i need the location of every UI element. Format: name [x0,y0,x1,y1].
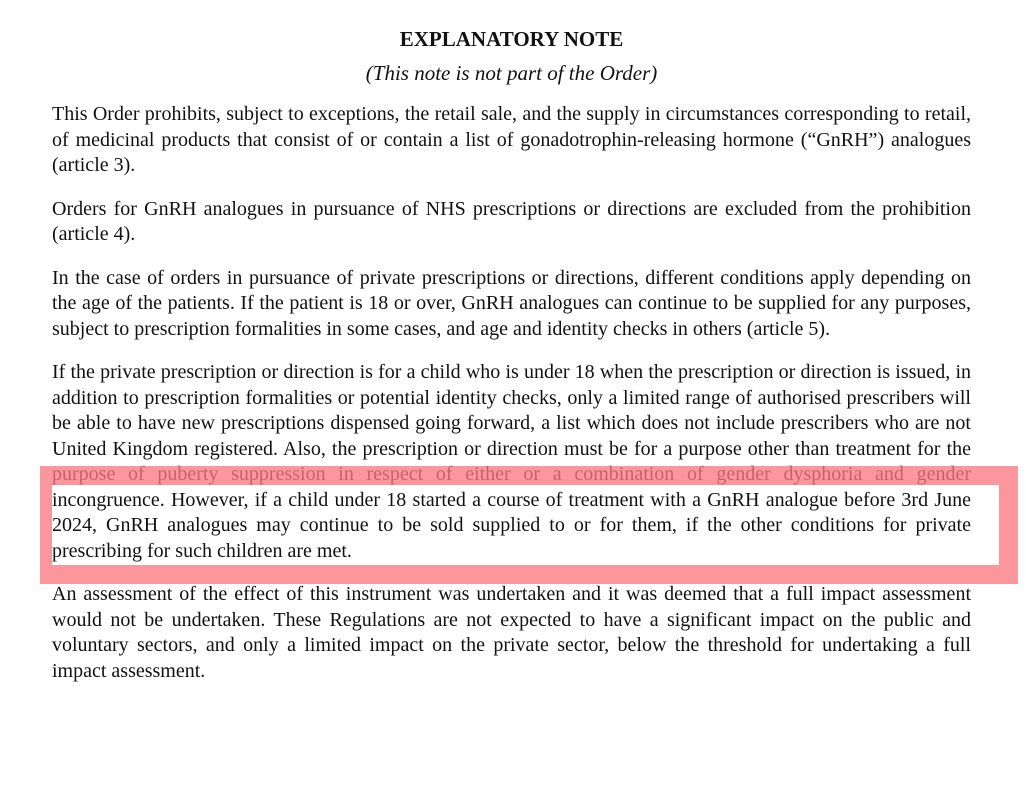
paragraph-nhs-exclusion: Orders for GnRH analogues in pursuance of NHS prescriptions or directions are excluded from the prohibition (article 4). [52,197,971,245]
paragraph-private-prescriptions: In the case of orders in pursuance of private prescriptions or directions, different conditions apply depending on the age of the patients. If the patient is 18 or over, GnRH analogues can continue to be supplied for any purposes, subject to prescription formalities in some cases, and age and identity checks in others (article 5). [52,266,971,340]
note-title: EXPLANATORY NOTE [399,27,624,51]
paragraph-prohibition: This Order prohibits, subject to exceptions, the retail sale, and the supply in circumstances corresponding to retail, of medicinal products that consist of or contain a list of gonadotrophin-releasing hormone (“GnRH”) analogues (article 3). [52,103,971,176]
paragraph-impact-assessment: An assessment of the effect of this instrument was undertaken and it was deemed that a full impact assessment would not be undertaken. These Regulations are not expected to have a significant impact on the public and voluntary sectors, and only a limited impact on the private sector, below the threshold for undertaking a full impact assessment. [52,583,971,682]
paragraph-under-18: If the private prescription or direction is for a child who is under 18 when the prescription or direction is issued, in addition to prescription formalities or potential identity checks, only a limited range of authorised prescribers will be able to have new prescriptions dispensed going forward, a list which does not include prescribers who are not United Kingdom registered. Also, the prescription or direction must be for a purpose other than treatment for the purpose of puberty suppression in respect of either or a combination of gender dysphoria and gender incongruence. However, if a child under 18 started a course of treatment with a GnRH analogue before 3rd June 2024, GnRH analogues may continue to be sold supplied to or for them, if the other conditions for private prescribing for such children are met. [52,361,971,562]
note-subtitle: (This note is not part of the Order) [365,61,658,85]
explanatory-note [52,24,971,684]
